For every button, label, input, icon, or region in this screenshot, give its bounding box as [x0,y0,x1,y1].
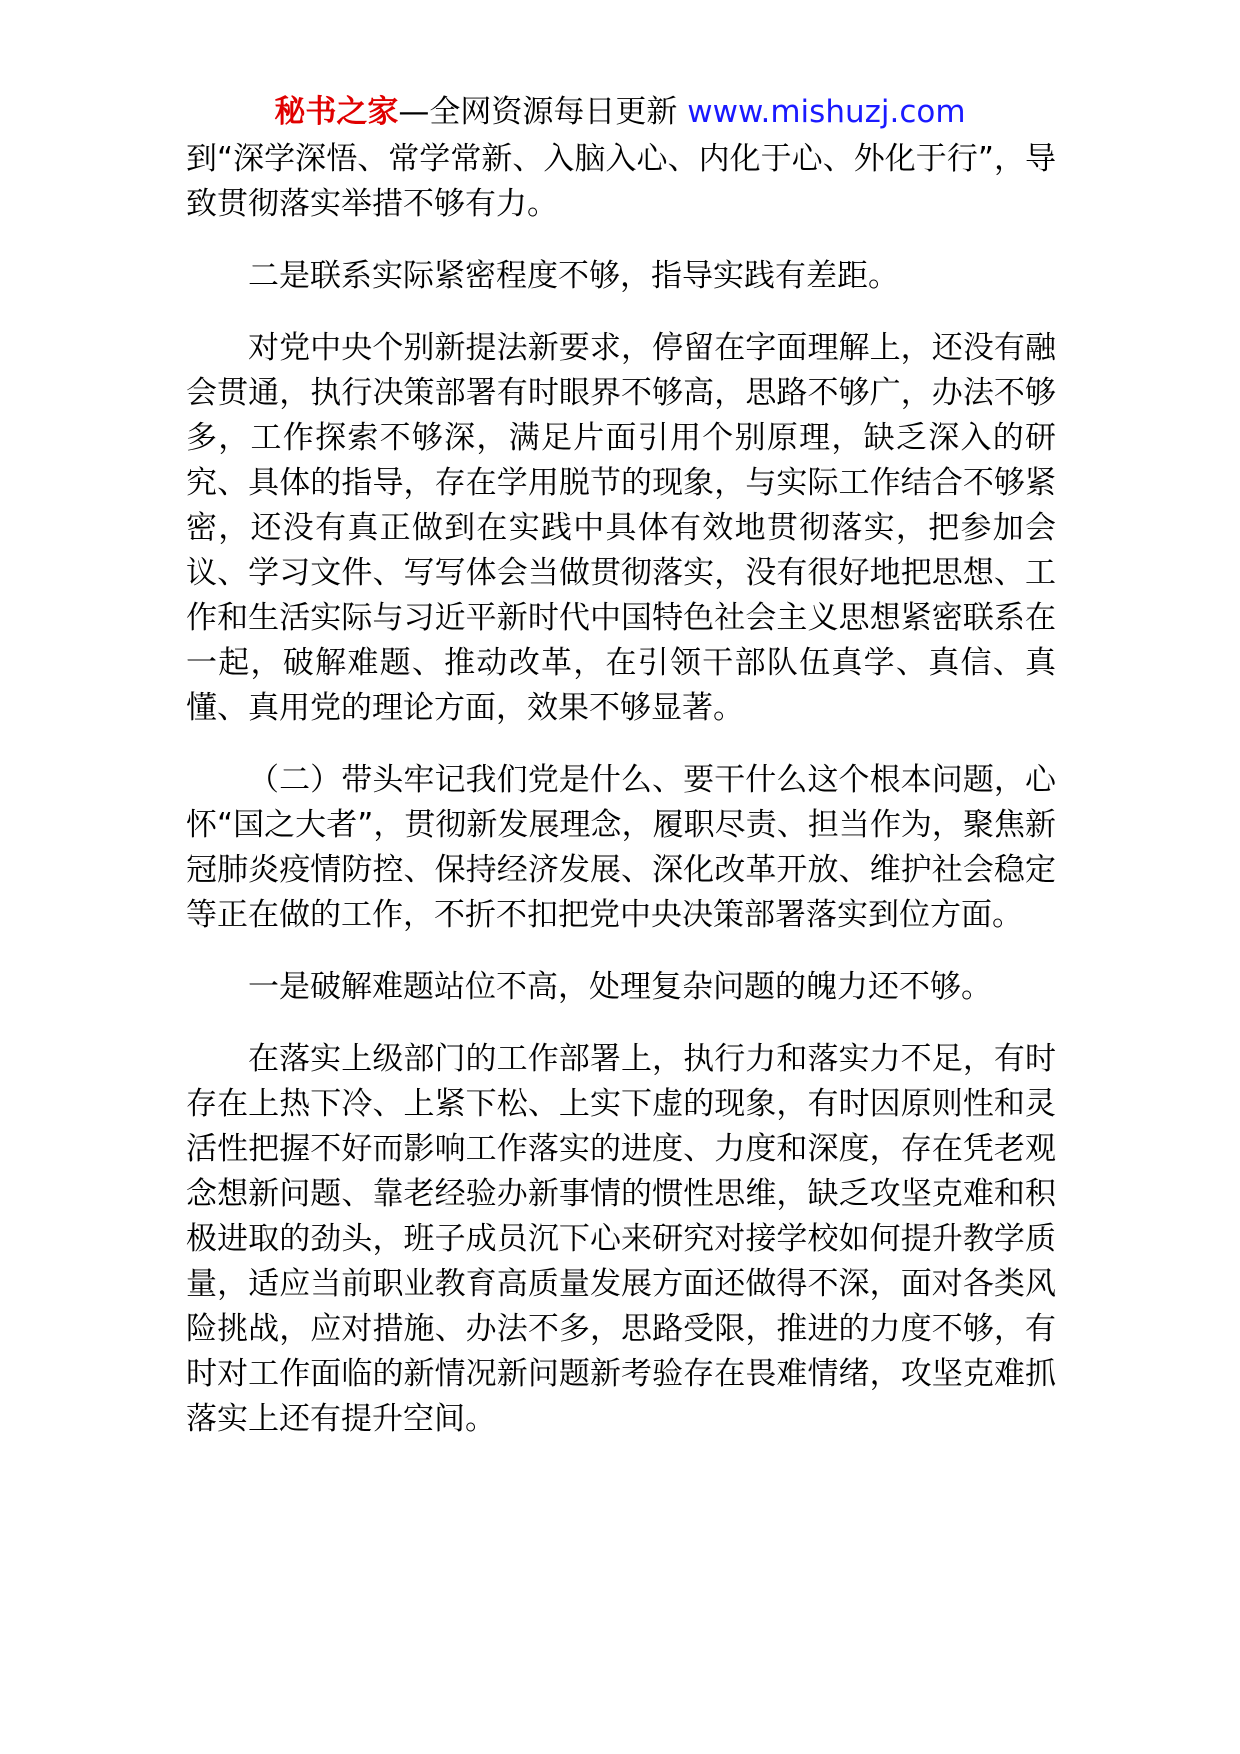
paragraph-subheading: 二是联系实际紧密程度不够，指导实践有差距。 [248,258,899,294]
site-header [0,92,1240,132]
document-body [186,137,1056,1469]
paragraph-subheading: 一是破解难题站位不高，处理复杂问题的魄力还不够。 [248,969,992,1005]
paragraph: 在落实上级部门的工作部署上，执行力和落实力不足，有时存在上热下冷、上紧下松、上实下虚的现象，有时因原则性和灵活性把握不好而影响工作落实的进度、力度和深度，存在凭老观念想新问题、靠老经验办新事情的惯性思维，缺乏攻坚克难和积极进取的劲头，班子成员沉下心来研究对接学校如何提升教学质量，适应当前职业教育高质量发展方面还做得不深，面对各类风险挑战，应对措施、办法不多，思路受限，推进的力度不够，有时对工作面临的新情况新问题新考验存在畏难情绪，攻坚克难抓落实上还有提升空间。 [186,1041,1056,1437]
site-tagline: —全网资源每日更新 [398,94,678,130]
paragraph: 对党中央个别新提法新要求，停留在字面理解上，还没有融会贯通，执行决策部署有时眼界不够高，思路不够广，办法不够多，工作探索不够深，满足片面引用个别原理，缺乏深入的研究、具体的指导，存在学用脱节的现象，与实际工作结合不够紧密，还没有真正做到在实践中具体有效地贯彻落实，把参加会议、学习文件、写写体会当做贯彻落实，没有很好地把思想、工作和生活实际与习近平新时代中国特色社会主义思想紧密联系在一起，破解难题、推动改革，在引领干部队伍真学、真信、真懂、真用党的理论方面，效果不够显著。 [186,330,1056,726]
site-brand: 秘书之家 [274,94,399,130]
site-url-link[interactable]: www.mishuzj.com [687,94,966,130]
paragraph-continued: 到“深学深悟、常学常新、入脑入心、内化于心、外化于行”，导致贯彻落实举措不够有力。 [186,141,1056,222]
paragraph-section-heading: （二）带头牢记我们党是什么、要干什么这个根本问题，心怀“国之大者”，贯彻新发展理念，履职尽责、担当作为，聚焦新冠肺炎疫情防控、保持经济发展、深化改革开放、维护社会稳定等正在做的工作，不折不扣把党中央决策部署落实到位方面。 [186,762,1056,933]
